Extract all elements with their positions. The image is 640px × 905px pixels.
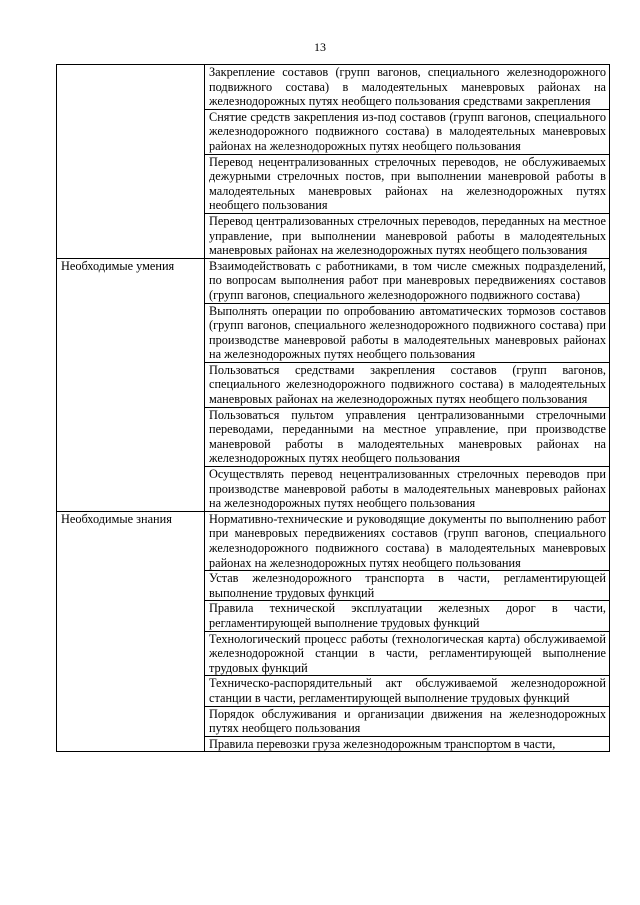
section-label-cell (57, 258, 205, 511)
page-number: 13 (314, 40, 326, 54)
item-text: Пользоваться пультом управления централизованными стрелочными переводами, переданными на местное управление, при производстве маневровой работы в малодеятельных маневровых районах на железнодорожных путях необщего пользования (205, 407, 610, 466)
item-text: Осуществлять перевод нецентрализованных стрелочных переводов при производстве маневровой работы в малодеятельных маневровых районах на железнодорожных путях необщего пользования (205, 467, 610, 512)
item-text: Взаимодействовать с работниками, в том числе смежных подразделений, по вопросам выполнения работ при маневровых передвижениях составов (групп вагонов, специального железнодорожного подвижного состава) (205, 258, 610, 303)
item-text: Выполнять операции по опробованию автоматических тормозов составов (групп вагонов, специального железнодорожного подвижного состава) при производстве маневровой работы в малодеятельных маневровых районах на железнодорожных путях необщего пользования (205, 303, 610, 362)
item-text: Техническо-распорядительный акт обслуживаемой железнодорожной станции в части, регламентирующей выполнение трудовых функций (205, 676, 610, 706)
item-text: Правила технической эксплуатации железных дорог в части, регламентирующей выполнение трудовых функций (205, 601, 610, 631)
item-text: Снятие средств закрепления из-под составов (групп вагонов, специального железнодорожного подвижного состава) в малодеятельных маневровых районах на железнодорожных путях необщего пользования (205, 109, 610, 154)
table-row (57, 511, 610, 570)
item-text: Устав железнодорожного транспорта в части, регламентирующей выполнение трудовых функций (205, 571, 610, 601)
labor-functions-table (56, 64, 610, 752)
item-text: Технологический процесс работы (технологическая карта) обслуживаемой железнодорожной станции в части, регламентирующей выполнение трудовых функций (205, 631, 610, 676)
item-text: Нормативно-технические и руководящие документы по выполнению работ при маневровых передвижениях составов (групп вагонов, специального железнодорожного подвижного состава) в малодеятельных маневровых районах на железнодорожных путях необщего пользования (205, 511, 610, 570)
item-text: Закрепление составов (групп вагонов, специального железнодорожного подвижного состава) в малодеятельных маневровых районах на железнодорожных путях необщего пользования средствами закрепления (205, 65, 610, 110)
section-label-cell (57, 511, 205, 752)
item-text: Перевод нецентрализованных стрелочных переводов, не обслуживаемых дежурными стрелочных постов, при выполнении маневровой работы в малодеятельных маневровых районах на железнодорожных путях необщего пользования (205, 154, 610, 213)
section-label: Необходимые знания (61, 511, 172, 526)
table-row (57, 258, 610, 303)
item-text: Правила перевозки груза железнодорожным транспортом в части, (205, 736, 610, 752)
table-body (57, 65, 610, 752)
item-text: Перевод централизованных стрелочных переводов, переданных на местное управление, при выполнении маневровой работы в малодеятельных маневровых районах на железнодорожных путях необщего пользования (205, 213, 610, 258)
section-label-cell (57, 65, 205, 259)
item-text: Пользоваться средствами закрепления составов (групп вагонов, специального железнодорожного подвижного состава) в малодеятельных маневровых районах на железнодорожных путях необщего пользования (205, 362, 610, 407)
table-row (57, 65, 610, 110)
section-label: Необходимые умения (61, 258, 175, 273)
item-text: Порядок обслуживания и организации движения на железнодорожных путях необщего пользования (205, 706, 610, 736)
